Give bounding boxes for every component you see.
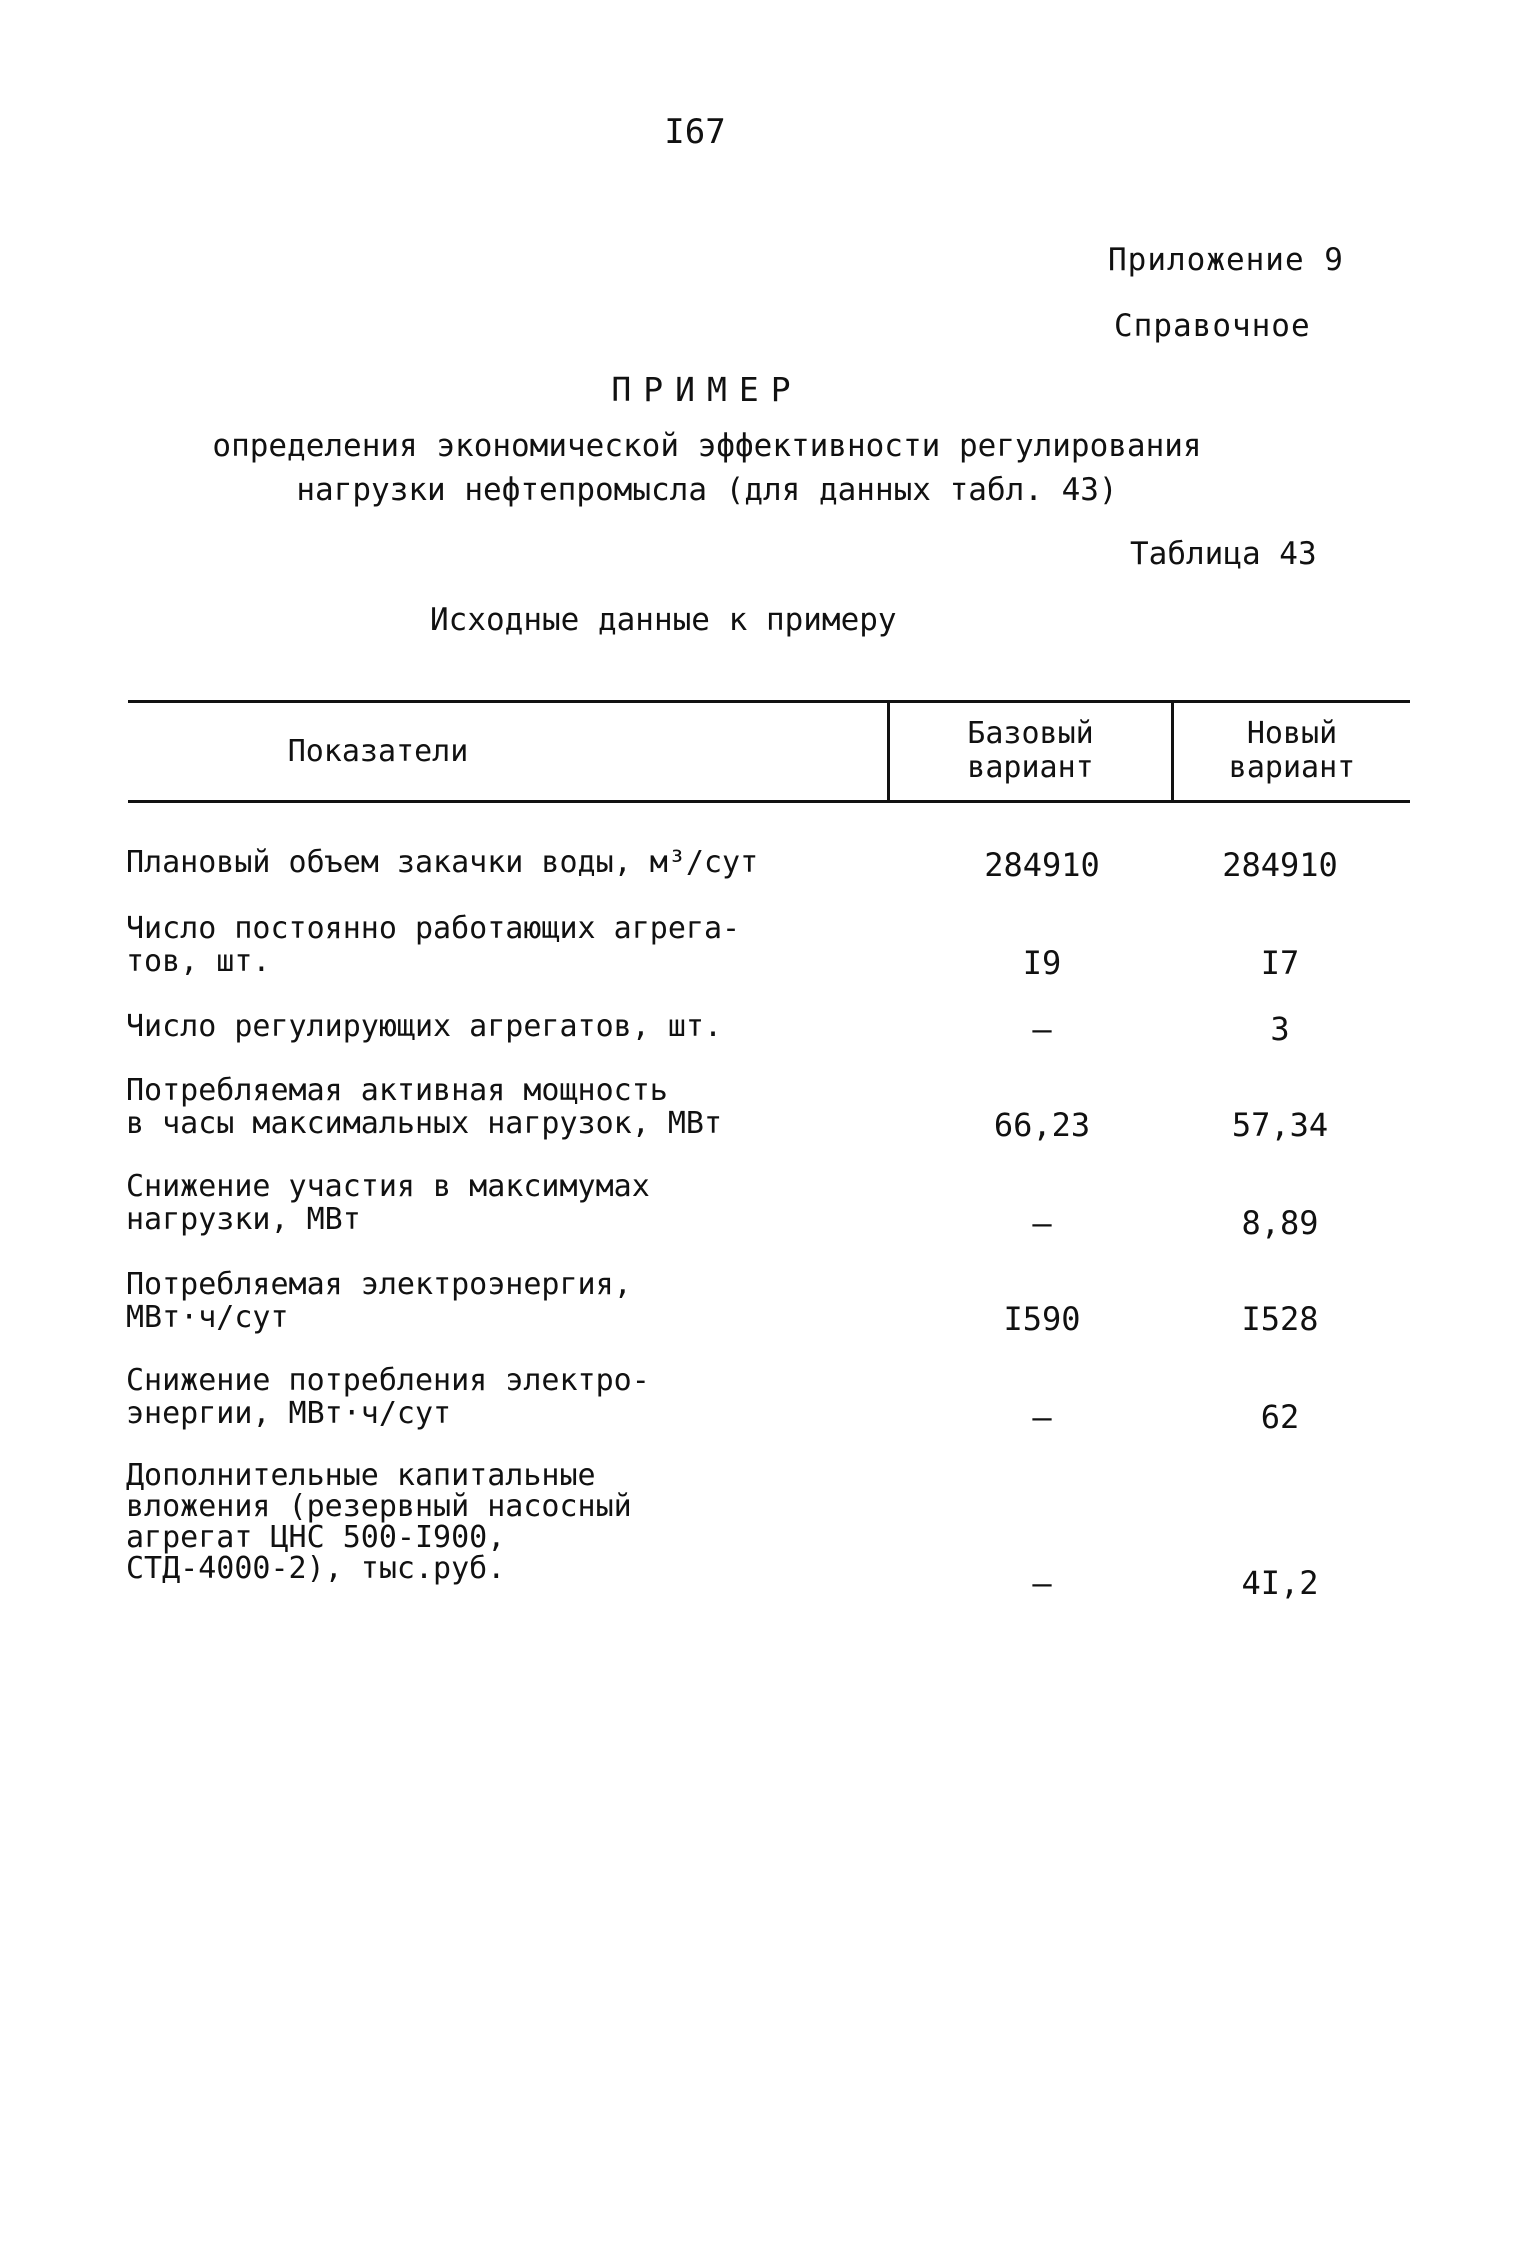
row-value-new: 8,89 [1241, 1204, 1319, 1242]
column-header-new: Новый вариант [1228, 716, 1356, 785]
row-value-new: I7 [1260, 944, 1300, 982]
row-value-base: 66,23 [993, 1106, 1091, 1144]
table-top-rule [128, 700, 1410, 703]
appendix-label: Приложение 9 [1108, 242, 1344, 278]
column-header-indicators: Показатели [287, 734, 469, 769]
row-label: Снижение потребления электро- энергии, МВт·ч/сут [126, 1363, 650, 1431]
document-subtitle: определения экономической эффективности регулирования нагрузки нефтепромысла (для данных табл. 43) [212, 428, 1202, 508]
row-value-new: I528 [1241, 1300, 1319, 1338]
document-title: ПРИМЕР [611, 370, 803, 409]
row-value-base: I9 [1022, 944, 1062, 982]
row-value-base: – [1032, 1398, 1052, 1436]
row-value-new: 62 [1260, 1398, 1300, 1436]
row-label: Потребляемая активная мощность в часы максимальных нагрузок, МВт [126, 1073, 723, 1141]
row-label: Снижение участия в максимумах нагрузки, МВт [126, 1169, 650, 1237]
row-value-new: 3 [1270, 1010, 1290, 1048]
row-value-base: I590 [1003, 1300, 1081, 1338]
column-header-base: Базовый вариант [967, 716, 1094, 785]
page-number: I67 [664, 112, 726, 152]
row-value-new: 57,34 [1231, 1106, 1329, 1144]
row-value-new: 284910 [1222, 846, 1338, 884]
row-label: Потребляемая электроэнергия, МВт·ч/сут [126, 1267, 632, 1335]
row-label: Число постоянно работающих агрега- тов, шт. [126, 911, 741, 979]
reference-label: Справочное [1114, 308, 1311, 344]
table-caption: Исходные данные к примеру [430, 602, 897, 638]
table-number: Таблица 43 [1130, 536, 1317, 572]
row-value-base: 284910 [984, 846, 1100, 884]
row-label: Число регулирующих агрегатов, шт. [126, 1009, 723, 1044]
table-header-bottom-rule [128, 800, 1410, 803]
row-label: Дополнительные капитальные вложения (резервный насосный агрегат ЦНС 500-I900, СТД-4000-2), тыс.руб. [126, 1458, 632, 1586]
row-value-base: – [1032, 1564, 1052, 1602]
row-value-new: 4I,2 [1241, 1564, 1319, 1602]
row-value-base: – [1032, 1010, 1052, 1048]
row-label: Плановый объем закачки воды, м³/сут [126, 845, 759, 880]
row-value-base: – [1032, 1204, 1052, 1242]
